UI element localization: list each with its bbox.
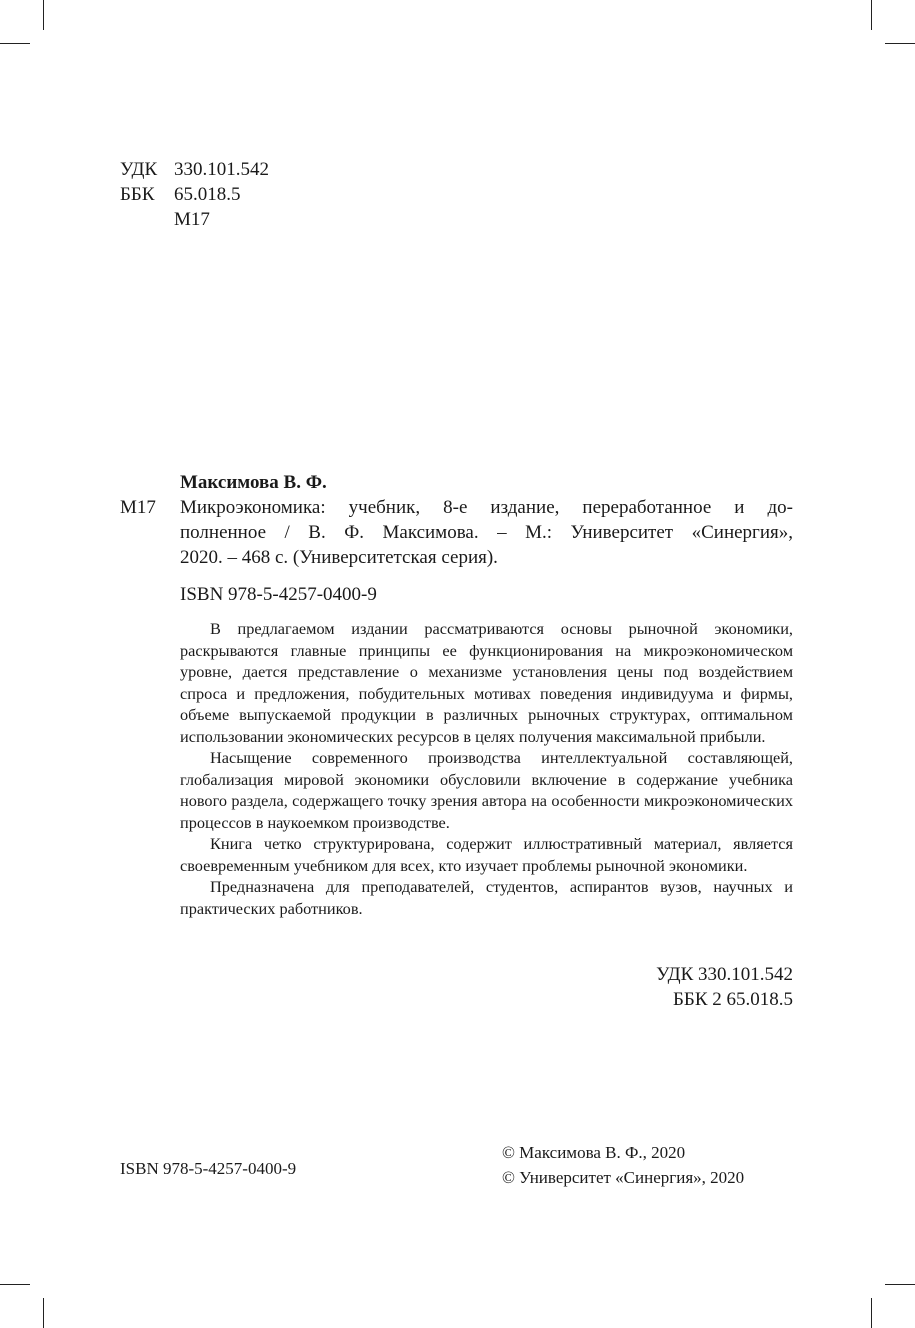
abstract-paragraph: Насыщение современного производства интеллектуальной составляющей, глобализация мировой экономики обусловили включение в содержание учебника нового раздела, содержащего точку зрения автора на особенности микроэкономических процессов в наукоемком производстве.: [180, 748, 793, 832]
author-mark-row: [120, 207, 269, 232]
crop-mark-bottom-right-h: [885, 1284, 915, 1285]
bib-line: Микроэкономика: учебник, 8-е издание, переработанное и до-: [180, 497, 793, 518]
footer-isbn: ISBN 978-5-4257-0400-9: [120, 1159, 297, 1178]
copyright-publisher: © Университет «Синергия», 2020: [502, 1168, 745, 1187]
abstract: [180, 618, 793, 919]
isbn: ISBN 978-5-4257-0400-9: [180, 584, 377, 605]
index-block: [656, 962, 793, 1012]
bbk-label: ББК: [120, 184, 155, 205]
bbk-row: [120, 182, 269, 207]
udk-label: УДК: [120, 159, 158, 180]
crop-mark-top-left-v: [43, 0, 44, 30]
crop-mark-bottom-right-v: [871, 1298, 872, 1328]
index-bbk: ББК 2 65.018.5: [673, 989, 793, 1010]
bbk-value: 65.018.5: [174, 184, 241, 205]
abstract-paragraph: В предлагаемом издании рассматриваются основы рыночной экономики, раскрываются главные принципы ее функционирования на микроэкономическом уровне, дается представление о механизме установления цены под воздействием спроса и предложения, побудительных мотивах поведения индивидуума и фирмы, объеме выпускаемой продукции в различных рыночных структурах, оптимальном использовании экономических ресурсов в целях получения максимальной прибыли.: [180, 619, 793, 746]
abstract-paragraph: Книга четко структурирована, содержит иллюстративный материал, является своевременным учебником для всех, кто изучает проблемы рыночной экономики.: [180, 834, 793, 875]
crop-mark-top-left-h: [0, 43, 30, 44]
author-mark-code: М17: [174, 209, 210, 230]
udk-row: [120, 157, 269, 182]
crop-mark-top-right-v: [871, 0, 872, 30]
bibliographic-description: [180, 495, 793, 570]
udk-value: 330.101.542: [174, 159, 269, 180]
bib-author-mark: М17: [120, 497, 156, 518]
crop-mark-bottom-left-h: [0, 1284, 30, 1285]
copyright-author: © Максимова В. Ф., 2020: [502, 1143, 686, 1162]
bib-line: 2020. – 468 с. (Университетская серия).: [180, 547, 498, 568]
classification-codes: [120, 157, 269, 232]
author-name: Максимова В. Ф.: [180, 472, 327, 493]
index-udk: УДК 330.101.542: [656, 964, 793, 985]
crop-mark-bottom-left-v: [43, 1298, 44, 1328]
copyright-block: [502, 1140, 744, 1190]
bib-line: полненное / В. Ф. Максимова. – М.: Университет «Синергия»,: [180, 522, 793, 543]
abstract-paragraph: Предназначена для преподавателей, студентов, аспирантов вузов, научных и практических работников.: [180, 877, 793, 918]
crop-mark-top-right-h: [885, 43, 915, 44]
